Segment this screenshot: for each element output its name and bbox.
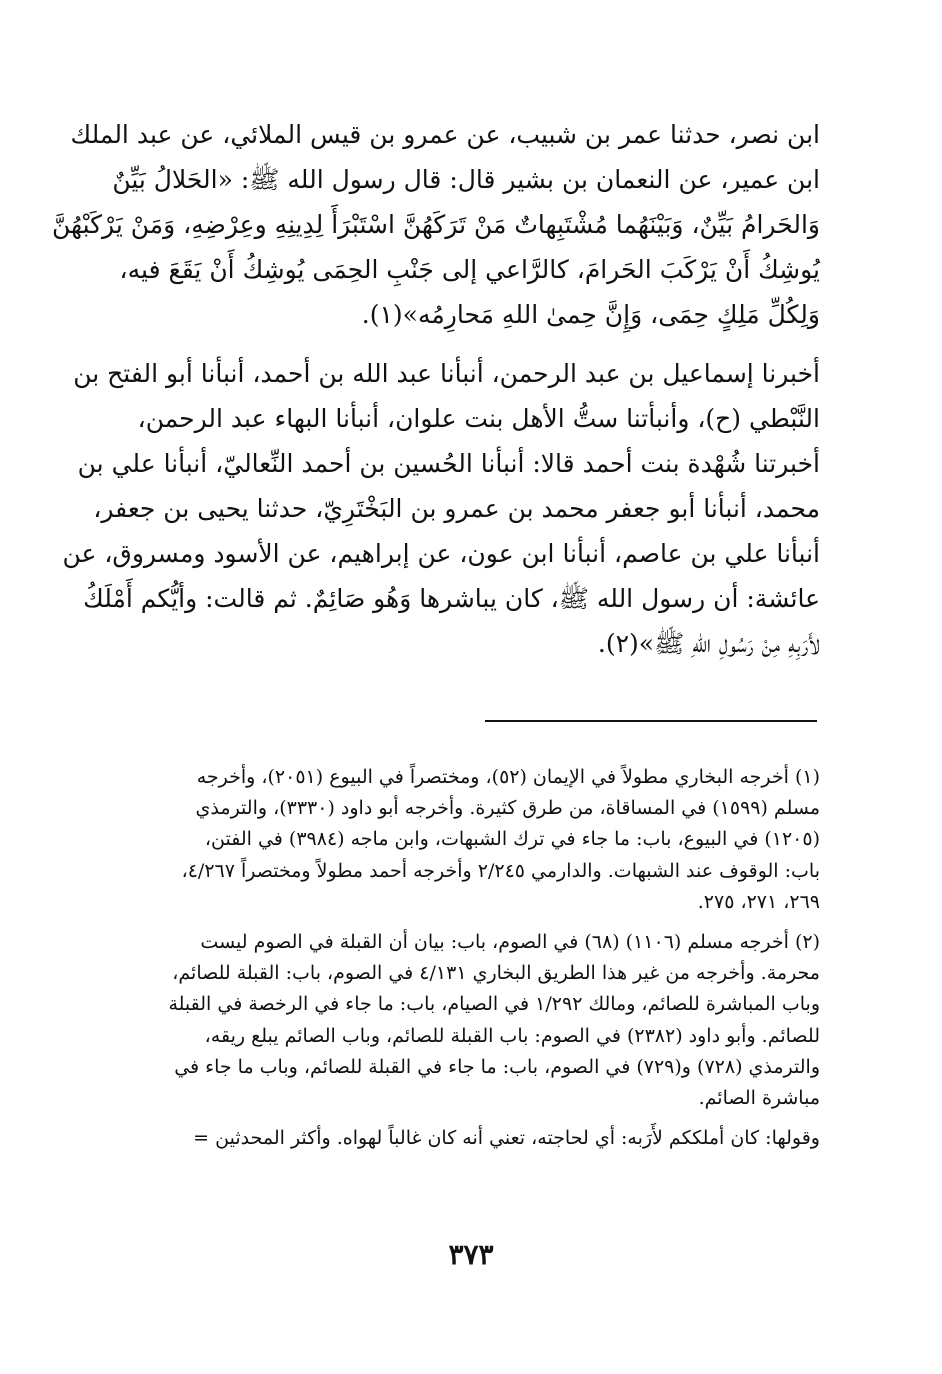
- text-line: وَلِكُلِّ مَلِكٍ حِمَى، وَإِنَّ حِمىٰ اللهِ مَحارِمُه»(١).: [361, 300, 820, 329]
- text-line: لأَرَبِهِ مِنْ رَسُولِ اللهِ ﷺ»(٢).: [597, 629, 820, 658]
- footnote-line: محرمة. وأخرجه من غير هذا الطريق البخاري ٤/١٣١ في الصوم، باب: القبلة للصائم،: [172, 962, 820, 985]
- text-line: وَالحَرامُ بَيِّنٌ، وَبَيْنَهُما مُشْتَبِهاتٌ مَنْ تَرَكَهُنَّ اسْتَبْرَأَ لِدِينِهِ وعِرْضِهِ، وَمَنْ يَرْكَبْهُنَّ: [52, 210, 820, 239]
- text-line: محمد، أنبأنا أبو جعفر محمد بن عمرو بن البَخْتَرِيّ، حدثنا يحيى بن جعفر،: [93, 494, 820, 523]
- text-line: النَّبْطي (ح)، وأنبأتنا ستُّ الأهل بنت علوان، أنبأنا البهاء عبد الرحمن،: [137, 404, 820, 433]
- page-number: ٣٧٣: [448, 1238, 494, 1271]
- footnote-line: مسلم (١٥٩٩) في المساقاة، من طرق كثيرة. وأخرجه أبو داود (٣٣٣٠)، والترمذي: [195, 797, 820, 820]
- paragraph-hadith-halal: [52, 112, 820, 337]
- text-line: ابن عمير، عن النعمان بن بشير قال: قال رسول الله ﷺ: «الحَلالُ بَيِّنٌ: [112, 165, 820, 194]
- footnote-line: وقولها: كان أملككم لأَرَبه: أي لحاجته، تعني أنه كان غالباً لهواه. وأكثر المحدثين =: [193, 1127, 820, 1150]
- footnote-line: باب: الوقوف عند الشبهات. والدارمي ٢/٢٤٥ وأخرجه أحمد مطولاً ومختصراً ٤/٢٦٧،: [181, 859, 820, 882]
- footnote-line: (٢) أخرجه مسلم (١١٠٦) (٦٨) في الصوم، باب: بيان أن القبلة في الصوم ليست: [200, 930, 820, 953]
- footnote-1: [150, 762, 820, 918]
- text-line: ابن نصر، حدثنا عمر بن شبيب، عن عمرو بن قيس الملائي، عن عبد الملك: [70, 120, 820, 149]
- text-line: أخبرنا إسماعيل بن عبد الرحمن، أنبأنا عبد الله بن أحمد، أنبأنا أبو الفتح بن: [73, 359, 820, 388]
- text-line: أخبرتنا شُهْدة بنت أحمد قالا: أنبأنا الحُسين بن أحمد النِّعاليّ، أنبأنا علي بن: [77, 449, 820, 478]
- footnote-spacer: [150, 1114, 820, 1123]
- footnote-line: والترمذي (٧٢٨) و(٧٢٩) في الصوم، باب: ما جاء في القبلة للصائم، وباب ما جاء في: [174, 1055, 820, 1078]
- text-line: أنبأنا علي بن عاصم، أنبأنا ابن عون، عن إبراهيم، عن الأسود ومسروق، عن: [62, 539, 820, 568]
- footnote-explanation: [150, 1123, 820, 1154]
- footnote-spacer: [150, 918, 820, 927]
- footnotes: [150, 762, 820, 1154]
- footnote-line: (١٢٠٥) في البيوع، باب: ما جاء في ترك الشبهات، وابن ماجه (٣٩٨٤) في الفتن،: [204, 828, 820, 851]
- main-text: [52, 112, 820, 666]
- footnote-line: مباشرة الصائم.: [698, 1086, 820, 1109]
- footnote-line: (١) أخرجه البخاري مطولاً في الإيمان (٥٢)، ومختصراً في البيوع (٢٠٥١)، وأخرجه: [196, 766, 820, 788]
- footnote-separator: [485, 720, 817, 722]
- paragraph-spacer: [150, 337, 820, 351]
- text-line: يُوشِكُ أَنْ يَرْكَبَ الحَرامَ، كالرَّاعي إلى جَنْبِ الحِمَى يُوشِكُ أَنْ يَقَعَ فيه،: [119, 255, 820, 284]
- text-line: عائشة: أن رسول الله ﷺ، كان يباشرها وَهُو صَائِمٌ. ثم قالت: وأيُّكم أَمْلَكُ: [83, 584, 820, 613]
- footnote-line: للصائم. وأبو داود (٢٣٨٢) في الصوم: باب القبلة للصائم، وباب الصائم يبلع ريقه،: [204, 1024, 820, 1047]
- footnote-line: ٢٦٩، ٢٧١، ٢٧٥.: [697, 890, 820, 913]
- footnote-2: [150, 927, 820, 1114]
- footnote-line: وباب المباشرة للصائم، ومالك ١/٢٩٢ في الصيام، باب: ما جاء في الرخصة في القبلة: [168, 993, 820, 1016]
- paragraph-hadith-aisha: [62, 351, 820, 666]
